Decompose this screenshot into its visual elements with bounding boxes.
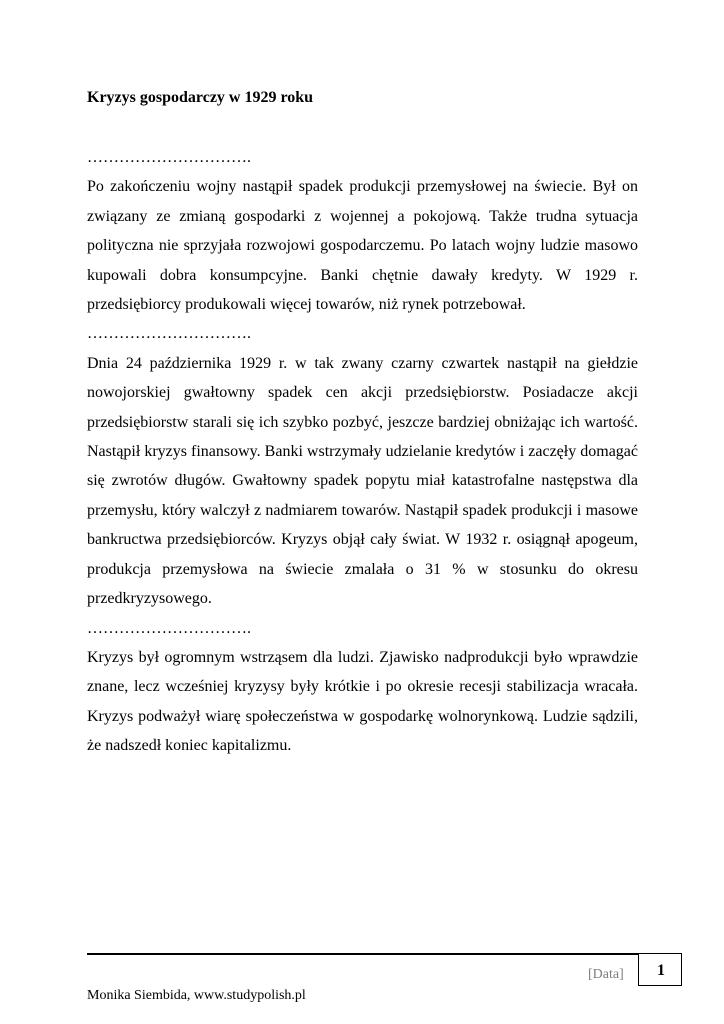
document-title: Kryzys gospodarczy w 1929 roku [87,89,314,106]
footer-author: Monika Siembida, www.studypolish.pl [87,988,306,1003]
document-body [87,143,638,761]
blank-line-3: …………………………. [87,619,251,637]
footer-date-placeholder: [Data] [588,967,624,982]
paragraph-3: Kryzys był ogromnym wstrząsem dla ludzi. Zjawisko nadprodukcji było wprawdzie znane, lecz wcześniej kryzysy były krótkie i po okresie recesji stabilizacja wracała. Kryzys podważył wiarę społeczeństwa w gospodarkę wolnorynkową. Ludzie sądzili, że nadszedł koniec kapitalizmu. [87,648,638,755]
blank-line-1: …………………………. [87,149,251,166]
blank-line-2: …………………………. [87,325,251,343]
footer-divider [87,953,639,955]
paragraph-2: Dnia 24 października 1929 r. w tak zwany czarny czwartek nastąpił na giełdzie nowojorskiej gwałtowny spadek cen akcji przedsiębiorstw. Posiadacze akcji przedsiębiorstw starali się ich szybko pozbyć, jeszcze bardziej obniżając ich wartość. Nastąpił kryzys finansowy. Banki wstrzymały udzielanie kredytów i zaczęły domagać się zwrotów długów. Gwałtowny spadek popytu miał katastrofalne następstwa dla przemysłu, który walczył z nadmiarem towarów. Nastąpił spadek produkcji i masowe bankructwa przedsiębiorców. Kryzys objął cały świat. W 1932 r. osiągnął apogeum, produkcja przemysłowa na świecie zmalała o 31 % w stosunku do okresu przedkryzysowego. [87,354,638,608]
page-number: 1 [638,953,682,986]
paragraph-1: Po zakończeniu wojny nastąpił spadek produkcji przemysłowej na świecie. Był on związany ze zmianą gospodarki z wojennej a pokojową. Także trudna sytuacja polityczna nie sprzyjała rozwojowi gospodarczemu. Po latach wojny ludzie masowo kupowali dobra konsumpcyjne. Banki chętnie dawały kredyty. W 1929 r. przedsiębiorcy produkowali więcej towarów, niż rynek potrzebował. [87,178,638,314]
